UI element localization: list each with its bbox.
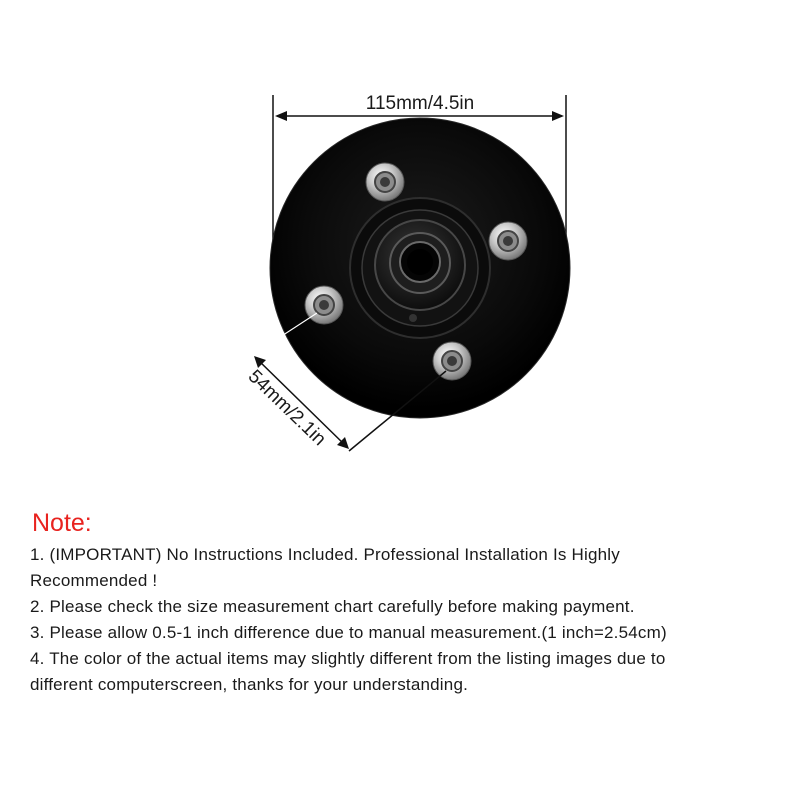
note-line-1: 1. (IMPORTANT) No Instructions Included. Professional Installation Is Highly	[30, 545, 620, 564]
note-block	[30, 508, 790, 698]
stud-nut-right	[489, 222, 527, 260]
note-line-5: 4. The color of the actual items may slightly different from the listing images due to	[30, 649, 666, 668]
note-line-4: 3. Please allow 0.5-1 inch difference due to manual measurement.(1 inch=2.54cm)	[30, 623, 667, 642]
stud-nut-left	[305, 286, 343, 324]
strut-mount-body	[270, 118, 570, 418]
diameter-label: 115mm/4.5in	[365, 93, 475, 114]
bolt-spacing-label: 54mm/2.1in	[243, 366, 330, 451]
note-line-6: different computerscreen, thanks for your understanding.	[30, 675, 469, 694]
note-title: Note:	[32, 509, 92, 537]
stud-nut-bottom	[433, 342, 471, 380]
note-line-3: 2. Please check the size measurement chart carefully before making payment.	[30, 597, 635, 616]
note-line-2: Recommended !	[30, 571, 158, 590]
stud-nut-top	[366, 163, 404, 201]
